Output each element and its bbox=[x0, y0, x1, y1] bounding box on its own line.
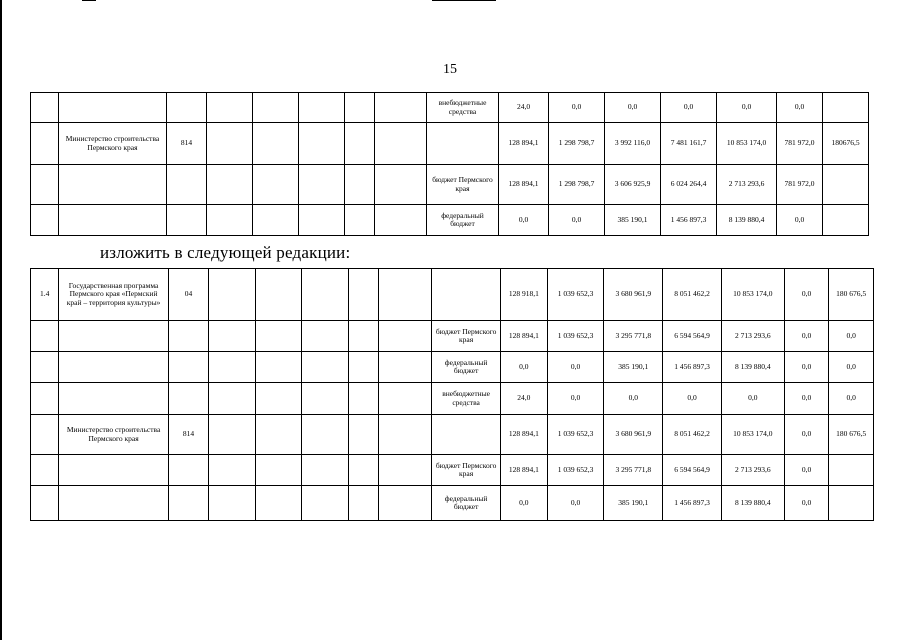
table-cell: бюджет Пермского края bbox=[432, 455, 501, 486]
table-cell bbox=[379, 352, 432, 383]
table-cell bbox=[59, 455, 168, 486]
table-cell bbox=[255, 415, 302, 455]
table-cell bbox=[59, 321, 168, 352]
budget-table-old bbox=[30, 92, 869, 236]
table-row bbox=[31, 455, 874, 486]
table-cell: 0,0 bbox=[784, 383, 829, 415]
table-row bbox=[31, 165, 869, 205]
table-body bbox=[31, 269, 874, 521]
table-cell: 0,0 bbox=[784, 455, 829, 486]
table-cell bbox=[427, 123, 499, 165]
table-cell: 10 853 174,0 bbox=[721, 415, 784, 455]
table-cell: бюджет Пермского края bbox=[432, 321, 501, 352]
table-cell bbox=[209, 269, 256, 321]
table-cell bbox=[432, 415, 501, 455]
table-cell: 128 894,1 bbox=[501, 321, 548, 352]
table-cell: 0,0 bbox=[547, 383, 604, 415]
table-cell: 0,0 bbox=[829, 383, 874, 415]
table-cell: 0,0 bbox=[777, 205, 823, 236]
table-cell: 10 853 174,0 bbox=[717, 123, 777, 165]
table-cell: федеральный бюджет bbox=[432, 352, 501, 383]
table-cell: 128 894,1 bbox=[499, 165, 549, 205]
table-cell: 24,0 bbox=[499, 93, 549, 123]
table-cell: 7 481 161,7 bbox=[661, 123, 717, 165]
table-cell: 0,0 bbox=[829, 321, 874, 352]
table-cell bbox=[255, 269, 302, 321]
table-cell: 6 024 264,4 bbox=[661, 165, 717, 205]
table-cell bbox=[255, 383, 302, 415]
table-cell: 0,0 bbox=[501, 486, 548, 521]
table-cell: 0,0 bbox=[717, 93, 777, 123]
table-cell bbox=[349, 455, 379, 486]
table-cell: 128 918,1 bbox=[501, 269, 548, 321]
table-cell bbox=[207, 165, 253, 205]
table-cell bbox=[31, 486, 59, 521]
table-cell bbox=[349, 321, 379, 352]
table-cell bbox=[209, 321, 256, 352]
table-cell: 180676,5 bbox=[823, 123, 869, 165]
table-cell: Государственная программа Пермского края «Пермский край – территория культуры» bbox=[59, 269, 168, 321]
table-cell: 781 972,0 bbox=[777, 123, 823, 165]
table-body bbox=[31, 93, 869, 236]
table-cell bbox=[59, 486, 168, 521]
table-cell: 8 051 462,2 bbox=[663, 269, 722, 321]
table-cell: 385 190,1 bbox=[604, 352, 663, 383]
table-cell: 814 bbox=[167, 123, 207, 165]
table-cell: 24,0 bbox=[501, 383, 548, 415]
table-cell: 0,0 bbox=[605, 93, 661, 123]
table-cell: 781 972,0 bbox=[777, 165, 823, 205]
table-cell: Министерство строительства Пермского края bbox=[59, 415, 168, 455]
table-cell: 0,0 bbox=[784, 415, 829, 455]
table-cell bbox=[302, 455, 349, 486]
table-cell: 10 853 174,0 bbox=[721, 269, 784, 321]
table-cell bbox=[31, 93, 59, 123]
table-cell bbox=[302, 352, 349, 383]
table-cell bbox=[209, 486, 256, 521]
table-cell bbox=[375, 205, 427, 236]
table-cell bbox=[59, 205, 167, 236]
table-cell bbox=[375, 123, 427, 165]
table-cell bbox=[207, 93, 253, 123]
table-cell: 0,0 bbox=[784, 486, 829, 521]
table-cell: 128 894,1 bbox=[499, 123, 549, 165]
table-cell bbox=[375, 93, 427, 123]
table-cell bbox=[255, 455, 302, 486]
table-cell bbox=[31, 455, 59, 486]
page-number: 15 bbox=[443, 62, 457, 77]
table-cell bbox=[209, 455, 256, 486]
table-cell: 8 139 880,4 bbox=[721, 486, 784, 521]
table-cell: 1 456 897,3 bbox=[663, 486, 722, 521]
table-cell: 6 594 564,9 bbox=[663, 455, 722, 486]
table-cell bbox=[59, 383, 168, 415]
table-cell: 3 992 116,0 bbox=[605, 123, 661, 165]
table-cell: 0,0 bbox=[549, 205, 605, 236]
table-cell bbox=[168, 352, 209, 383]
table-cell: 0,0 bbox=[829, 352, 874, 383]
table-cell: 2 713 293,6 bbox=[721, 455, 784, 486]
table-cell: внебюджетные средства bbox=[432, 383, 501, 415]
table-cell bbox=[299, 123, 345, 165]
table-cell bbox=[209, 383, 256, 415]
table-cell bbox=[302, 415, 349, 455]
table-cell: федеральный бюджет bbox=[432, 486, 501, 521]
table-cell bbox=[302, 486, 349, 521]
table-cell: 6 594 564,9 bbox=[663, 321, 722, 352]
table-cell: 814 bbox=[168, 415, 209, 455]
table-cell bbox=[829, 486, 874, 521]
table-cell bbox=[31, 205, 59, 236]
table-cell: 0,0 bbox=[549, 93, 605, 123]
table-cell: 180 676,5 bbox=[829, 415, 874, 455]
table-cell bbox=[379, 321, 432, 352]
table-cell bbox=[349, 352, 379, 383]
table-cell: 128 894,1 bbox=[501, 415, 548, 455]
table-cell: 0,0 bbox=[547, 486, 604, 521]
table-cell bbox=[255, 352, 302, 383]
table-cell: бюджет Пермского края bbox=[427, 165, 499, 205]
table-cell bbox=[823, 165, 869, 205]
top-scan-mark bbox=[82, 0, 96, 1]
table-cell bbox=[255, 486, 302, 521]
table-cell: 0,0 bbox=[663, 383, 722, 415]
table-cell bbox=[31, 321, 59, 352]
table-cell: 2 713 293,6 bbox=[717, 165, 777, 205]
table-cell bbox=[345, 123, 375, 165]
table-cell bbox=[345, 205, 375, 236]
table-cell: 385 190,1 bbox=[605, 205, 661, 236]
table-cell: 3 680 961,9 bbox=[604, 415, 663, 455]
table-row bbox=[31, 93, 869, 123]
table-cell: федеральный бюджет bbox=[427, 205, 499, 236]
table-cell bbox=[253, 123, 299, 165]
table-cell bbox=[349, 383, 379, 415]
table-cell: 0,0 bbox=[784, 269, 829, 321]
table-cell bbox=[167, 205, 207, 236]
table-cell bbox=[375, 165, 427, 205]
table-cell: 8 051 462,2 bbox=[663, 415, 722, 455]
table-cell bbox=[168, 321, 209, 352]
table-cell: 0,0 bbox=[721, 383, 784, 415]
table-cell bbox=[168, 455, 209, 486]
table-cell bbox=[253, 165, 299, 205]
table-row bbox=[31, 205, 869, 236]
table-cell bbox=[302, 383, 349, 415]
table-cell bbox=[349, 486, 379, 521]
table-cell bbox=[253, 93, 299, 123]
table-cell: 385 190,1 bbox=[604, 486, 663, 521]
table-cell: 180 676,5 bbox=[829, 269, 874, 321]
table-cell: 128 894,1 bbox=[501, 455, 548, 486]
table-cell: 1 298 798,7 bbox=[549, 123, 605, 165]
table-cell bbox=[207, 123, 253, 165]
table-cell bbox=[207, 205, 253, 236]
table-cell bbox=[299, 93, 345, 123]
table-cell bbox=[167, 165, 207, 205]
table-cell bbox=[209, 352, 256, 383]
table-row bbox=[31, 383, 874, 415]
table-cell: 0,0 bbox=[604, 383, 663, 415]
table-cell: 1.4 bbox=[31, 269, 59, 321]
table-cell: 0,0 bbox=[784, 321, 829, 352]
table-cell: 1 039 652,3 bbox=[547, 269, 604, 321]
table-cell: внебюджетные средства bbox=[427, 93, 499, 123]
table-cell bbox=[209, 415, 256, 455]
table-cell: 0,0 bbox=[499, 205, 549, 236]
table-cell bbox=[345, 93, 375, 123]
budget-table-new bbox=[30, 268, 874, 521]
table-cell: 0,0 bbox=[784, 352, 829, 383]
table-cell bbox=[302, 269, 349, 321]
table-cell: 1 039 652,3 bbox=[547, 415, 604, 455]
table-cell: 1 456 897,3 bbox=[663, 352, 722, 383]
table-cell: 3 295 771,8 bbox=[604, 455, 663, 486]
table-cell: 3 606 925,9 bbox=[605, 165, 661, 205]
table-row bbox=[31, 269, 874, 321]
table-cell bbox=[299, 205, 345, 236]
table-cell bbox=[31, 383, 59, 415]
table-cell: 8 139 880,4 bbox=[721, 352, 784, 383]
table-row bbox=[31, 486, 874, 521]
table-cell bbox=[59, 165, 167, 205]
table-cell bbox=[379, 415, 432, 455]
table-cell bbox=[59, 352, 168, 383]
section-heading: изложить в следующей редакции: bbox=[100, 243, 351, 262]
table-cell: 8 139 880,4 bbox=[717, 205, 777, 236]
table-cell bbox=[168, 486, 209, 521]
table-row bbox=[31, 415, 874, 455]
table-cell bbox=[255, 321, 302, 352]
table-cell bbox=[299, 165, 345, 205]
table-cell bbox=[349, 415, 379, 455]
table-cell: 1 039 652,3 bbox=[547, 321, 604, 352]
table-row bbox=[31, 123, 869, 165]
table-cell: 1 298 798,7 bbox=[549, 165, 605, 205]
table-row bbox=[31, 352, 874, 383]
table-cell bbox=[379, 486, 432, 521]
table-cell: Министерство строительства Пермского края bbox=[59, 123, 167, 165]
table-cell bbox=[349, 269, 379, 321]
table-cell: 0,0 bbox=[661, 93, 717, 123]
table-cell bbox=[379, 269, 432, 321]
table-cell bbox=[302, 321, 349, 352]
table-cell bbox=[59, 93, 167, 123]
table-cell bbox=[829, 455, 874, 486]
top-scan-mark bbox=[432, 0, 496, 1]
table-cell: 04 bbox=[168, 269, 209, 321]
table-cell bbox=[253, 205, 299, 236]
table-row bbox=[31, 321, 874, 352]
table-cell bbox=[345, 165, 375, 205]
table-cell bbox=[31, 165, 59, 205]
table-cell bbox=[31, 123, 59, 165]
table-cell: 0,0 bbox=[547, 352, 604, 383]
table-cell bbox=[823, 205, 869, 236]
table-cell: 3 680 961,9 bbox=[604, 269, 663, 321]
table-cell bbox=[432, 269, 501, 321]
table-cell: 2 713 293,6 bbox=[721, 321, 784, 352]
table-cell: 3 295 771,8 bbox=[604, 321, 663, 352]
table-cell bbox=[379, 455, 432, 486]
table-cell bbox=[379, 383, 432, 415]
table-cell bbox=[31, 352, 59, 383]
table-cell: 1 039 652,3 bbox=[547, 455, 604, 486]
table-cell: 1 456 897,3 bbox=[661, 205, 717, 236]
table-cell: 0,0 bbox=[777, 93, 823, 123]
table-cell bbox=[31, 415, 59, 455]
page-left-border bbox=[0, 0, 2, 640]
table-cell bbox=[823, 93, 869, 123]
table-cell: 0,0 bbox=[501, 352, 548, 383]
table-cell bbox=[168, 383, 209, 415]
table-cell bbox=[167, 93, 207, 123]
